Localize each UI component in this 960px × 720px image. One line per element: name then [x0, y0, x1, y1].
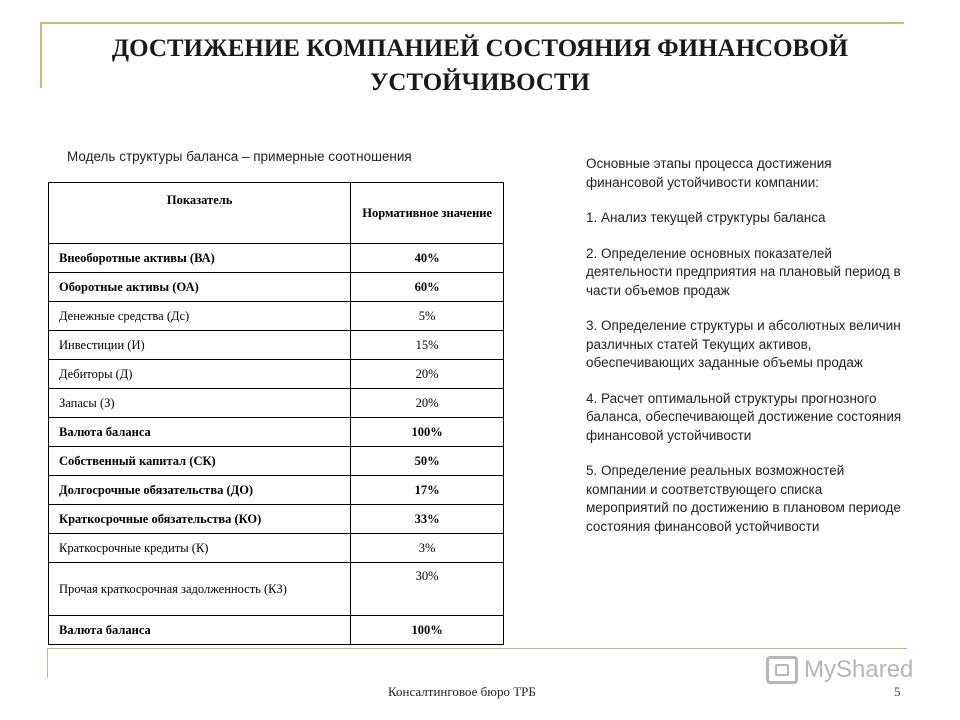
row-name: Собственный капитал (СК) — [49, 447, 351, 476]
table-caption: Модель структуры баланса – примерные соотношения — [67, 149, 412, 164]
row-value: 5% — [351, 302, 504, 331]
table-row — [49, 505, 504, 534]
row-value: 50% — [351, 447, 504, 476]
header-normative-value: Нормативное значение — [351, 183, 504, 244]
step-item: 5. Определение реальных возможностей компании и соответствующего списка мероприятий по достижению в плановом периоде состояния финансовой устойчивости — [586, 463, 901, 534]
row-value: 20% — [351, 360, 504, 389]
row-name: Валюта баланса — [49, 616, 351, 645]
row-name: Запасы (З) — [49, 389, 351, 418]
row-value: 60% — [351, 273, 504, 302]
table-row — [49, 244, 504, 273]
steps-intro: Основные этапы процесса достижения финансовой устойчивости компании: — [586, 156, 832, 190]
row-name: Инвестиции (И) — [49, 331, 351, 360]
row-name: Внеоборотные активы (ВА) — [49, 244, 351, 273]
row-value: 3% — [351, 534, 504, 563]
row-name: Краткосрочные кредиты (К) — [49, 534, 351, 563]
row-name: Прочая краткосрочная задолженность (КЗ) — [49, 563, 351, 616]
step-item: 3. Определение структуры и абсолютных величин различных статей Текущих активов, обеспечивающих заданные объемы продаж — [586, 318, 901, 370]
table-row — [49, 563, 504, 616]
row-name: Валюта баланса — [49, 418, 351, 447]
frame-left-line — [40, 22, 42, 88]
row-value: 100% — [351, 616, 504, 645]
watermark-icon — [766, 656, 798, 684]
table-row — [49, 418, 504, 447]
table-row — [49, 476, 504, 505]
row-name: Оборотные активы (ОА) — [49, 273, 351, 302]
table-row — [49, 616, 504, 645]
slide-title: ДОСТИЖЕНИЕ КОМПАНИЕЙ СОСТОЯНИЯ ФИНАНСОВОЙ УСТОЙЧИВОСТИ — [111, 35, 849, 96]
frame-top-line — [40, 22, 904, 24]
table-row — [49, 302, 504, 331]
row-value: 40% — [351, 244, 504, 273]
row-value: 17% — [351, 476, 504, 505]
step-item: 4. Расчет оптимальной структуры прогнозного баланса, обеспечивающей достижение состояния финансовой устойчивости — [586, 390, 902, 443]
header-indicator: Показатель — [49, 183, 351, 244]
step-item: 1. Анализ текущей структуры баланса — [586, 210, 826, 225]
row-value: 30% — [351, 563, 504, 616]
row-name: Дебиторы (Д) — [49, 360, 351, 389]
footer-text: Консалтинговое бюро ТРБ — [388, 684, 536, 699]
process-steps — [586, 155, 906, 553]
watermark-text: MyShared — [804, 656, 914, 683]
table-header-row — [49, 183, 504, 244]
page-number: 5 — [894, 684, 901, 699]
table-row — [49, 389, 504, 418]
table-row — [49, 331, 504, 360]
row-name: Денежные средства (Дс) — [49, 302, 351, 331]
frame-bottom-left-line — [47, 648, 48, 678]
balance-structure-table — [48, 182, 504, 645]
watermark-logo — [766, 656, 913, 684]
row-value: 20% — [351, 389, 504, 418]
frame-bottom-line — [47, 648, 907, 649]
row-value: 15% — [351, 331, 504, 360]
table-row — [49, 447, 504, 476]
table-row — [49, 534, 504, 563]
table-row — [49, 360, 504, 389]
step-item: 2. Определение основных показателей деятельности предприятия на плановый период в части объемов продаж — [586, 245, 901, 298]
table-row — [49, 273, 504, 302]
row-name: Долгосрочные обязательства (ДО) — [49, 476, 351, 505]
row-value: 33% — [351, 505, 504, 534]
row-value: 100% — [351, 418, 504, 447]
row-name: Краткосрочные обязательства (КО) — [49, 505, 351, 534]
